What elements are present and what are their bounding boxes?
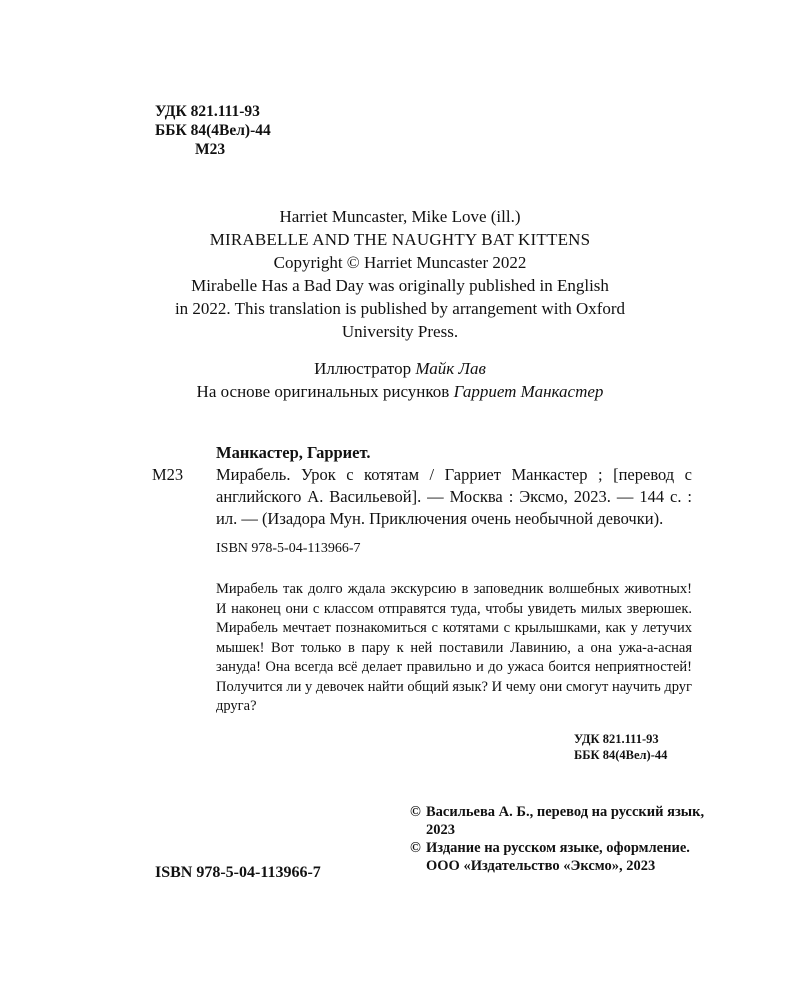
copyright-edition: Издание на русском языке, оформление. ООО «Издательство «Эксмо», 2023 xyxy=(426,840,690,874)
annotation-udk: УДК 821.111-93 xyxy=(574,732,659,746)
copyright-symbol: © xyxy=(410,804,421,820)
classification-codes xyxy=(155,102,271,159)
copyright-block xyxy=(410,803,710,875)
based-on-line xyxy=(100,380,700,403)
publication-note-3: University Press. xyxy=(341,322,459,341)
illustrator-label: Иллюстратор xyxy=(314,359,416,378)
illustration-credits xyxy=(100,357,700,403)
based-on-label: На основе оригинальных рисунков xyxy=(196,382,454,401)
copyright-symbol: © xyxy=(410,840,421,856)
annotation-bbk: ББК 84(4Вел)-44 xyxy=(574,748,668,762)
udk-code: УДК 821.111-93 xyxy=(155,103,260,120)
catalog-record xyxy=(152,464,692,530)
catalog-author: Манкастер, Гарриет. xyxy=(216,443,371,462)
publication-note-1: Mirabelle Has a Bad Day was originally published in English xyxy=(191,276,609,295)
catalog-entry xyxy=(152,442,692,560)
illustrator-name: Майк Лав xyxy=(415,359,486,378)
annotation-codes xyxy=(574,731,667,763)
copyright-item xyxy=(410,803,710,839)
copyright-translation: Васильева А. Б., перевод на русский язык, 2023 xyxy=(426,804,705,838)
catalog-mark: М23 xyxy=(152,465,184,484)
publication-note-2: in 2022. This translation is published by arrangement with Oxford xyxy=(174,299,626,318)
illustrator-line xyxy=(100,357,700,380)
bbk-code: ББК 84(4Вел)-44 xyxy=(155,122,271,139)
original-title: MIRABELLE AND THE NAUGHTY BAT KITTENS xyxy=(209,230,591,249)
catalog-description: Мирабель. Урок с котятам / Гарриет Манкастер ; [перевод с английского А. Васильевой]. — Москва : Эксмо, 2023. — 144 с. : ил. — (Изадора Мун. Приключения очень необычной девочки). xyxy=(216,465,692,528)
author-mark: М23 xyxy=(195,141,226,158)
isbn-bottom: ISBN 978-5-04-113966-7 xyxy=(155,864,321,881)
copyright-item xyxy=(410,839,710,875)
annotation: Мирабель так долго ждала экскурсию в заповедник волшебных животных! И наконец они с классом отправятся туда, чтобы увидеть милых зверюшек. Мирабель мечтает познакомиться с котятами с крылышками, как у летучих мышек! Вот только в пару к ней поставили Лавинию, а она ужа-а-асная зануда! Она всегда всё делает правильно и до ужаса боится неприятностей! Получится ли у девочек найти общий язык? И чему они смогут научить друг друга? xyxy=(216,581,692,714)
original-credits xyxy=(100,205,700,343)
based-on-name: Гарриет Манкастер xyxy=(453,382,604,401)
catalog-isbn: ISBN 978-5-04-113966-7 xyxy=(216,541,361,556)
copyright-line: Copyright © Harriet Muncaster 2022 xyxy=(273,253,527,272)
original-authors: Harriet Muncaster, Mike Love (ill.) xyxy=(279,207,521,226)
